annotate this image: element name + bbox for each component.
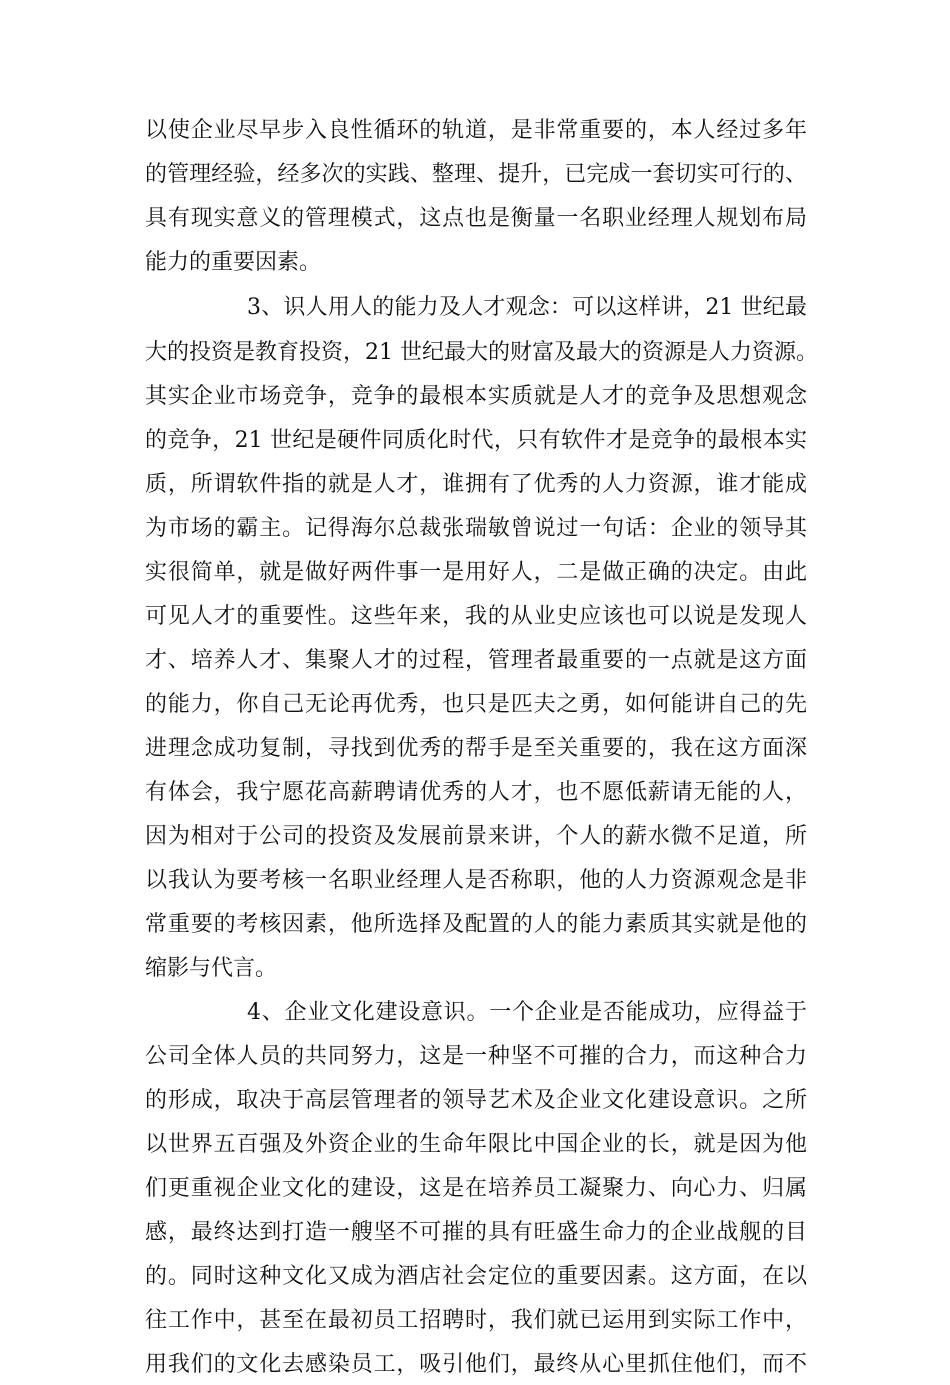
text-line: 可见人才的重要性。这些年来，我的从业史应该也可以说是发现人 [145, 604, 807, 629]
text-line: 的形成，取决于高层管理者的领导艺术及企业文化建设意识。之所 [145, 1088, 807, 1113]
text-line: 进理念成功复制，寻找到优秀的帮手是至关重要的，我在这方面深 [145, 736, 807, 761]
text-line: 们更重视企业文化的建设，这是在培养员工凝聚力、向心力、归属 [145, 1176, 807, 1201]
text-line: 感，最终达到打造一艘坚不可摧的具有旺盛生命力的企业战舰的目 [145, 1220, 807, 1245]
text-line: 大的投资是教育投资，21 世纪最大的财富及最大的资源是人力资源。 [145, 340, 818, 365]
text-line: 才、培养人才、集聚人才的过程，管理者最重要的一点就是这方面 [145, 648, 807, 673]
text-line: 以世界五百强及外资企业的生命年限比中国企业的长，就是因为他 [145, 1132, 807, 1157]
text-line: 的能力，你自己无论再优秀，也只是匹夫之勇，如何能讲自己的先 [145, 692, 807, 717]
text-line: 为市场的霸主。记得海尔总裁张瑞敏曾说过一句话：企业的领导其 [145, 516, 807, 541]
text-line: 具有现实意义的管理模式，这点也是衡量一名职业经理人规划布局 [145, 206, 807, 231]
text-line: 以使企业尽早步入良性循环的轨道，是非常重要的，本人经过多年 [145, 118, 807, 143]
text-line: 往工作中，甚至在最初员工招聘时，我们就已运用到实际工作中， [145, 1308, 807, 1333]
text-line: 4、企业文化建设意识。一个企业是否能成功，应得益于 [247, 1000, 807, 1025]
text-line: 公司全体人员的共同努力，这是一种坚不可摧的合力，而这种合力 [145, 1044, 807, 1069]
text-line: 能力的重要因素。 [145, 250, 322, 275]
text-line: 3、识人用人的能力及人才观念：可以这样讲，21 世纪最 [247, 295, 807, 320]
text-line: 用我们的文化去感染员工，吸引他们，最终从心里抓住他们，而不 [145, 1352, 807, 1377]
text-line: 的竞争，21 世纪是硬件同质化时代，只有软件才是竞争的最根本实 [145, 428, 807, 453]
text-line: 质，所谓软件指的就是人才，谁拥有了优秀的人力资源，谁才能成 [145, 472, 807, 497]
text-line: 的管理经验，经多次的实践、整理、提升，已完成一套切实可行的、 [145, 162, 807, 187]
text-line: 有体会，我宁愿花高薪聘请优秀的人才，也不愿低薪请无能的人， [145, 780, 807, 805]
text-line: 的。同时这种文化又成为酒店社会定位的重要因素。这方面，在以 [145, 1264, 807, 1289]
text-line: 因为相对于公司的投资及发展前景来讲，个人的薪水微不足道，所 [145, 824, 807, 849]
text-line: 实很简单，就是做好两件事一是用好人，二是做正确的决定。由此 [145, 560, 807, 585]
text-line: 缩影与代言。 [145, 956, 278, 981]
text-line: 常重要的考核因素，他所选择及配置的人的能力素质其实就是他的 [145, 912, 807, 937]
text-line: 其实企业市场竞争，竞争的最根本实质就是人才的竞争及思想观念 [145, 384, 807, 409]
text-line: 以我认为要考核一名职业经理人是否称职，他的人力资源观念是非 [145, 868, 807, 893]
